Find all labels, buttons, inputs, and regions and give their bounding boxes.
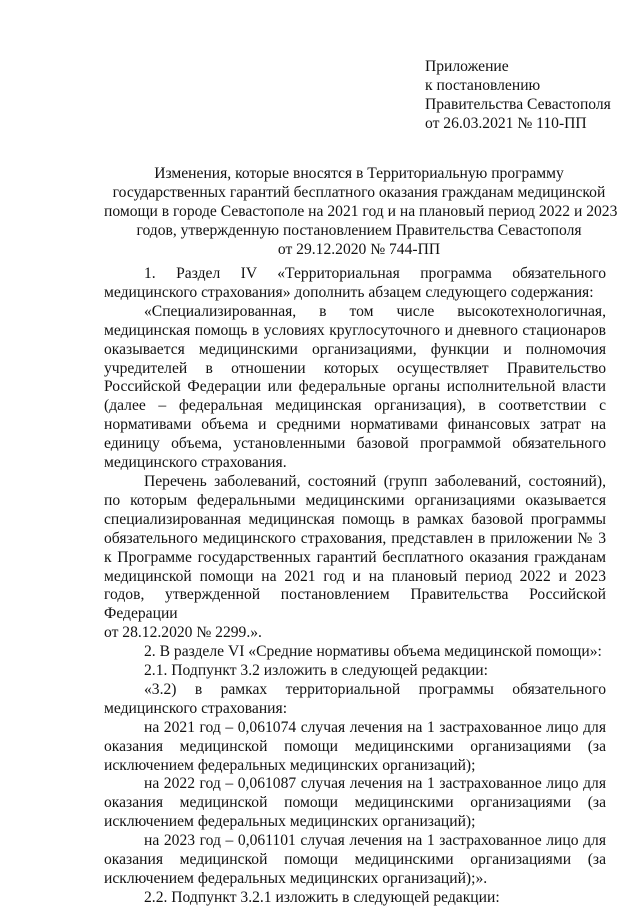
title-line: государственных гарантий бесплатного оказания гражданам медицинской — [112, 183, 606, 201]
title-line: Изменения, которые вносятся в Территориальную программу — [154, 165, 564, 182]
paragraph: 2.2. Подпункт 3.2.1 изложить в следующей редакции: — [144, 888, 500, 906]
paragraph: 1. Раздел IV «Территориальная программа обязательного медицинского страхования» дополнить абзацем следующего содержания: — [104, 265, 606, 301]
appendix-line: Приложение — [425, 58, 509, 75]
appendix-line: к постановлению — [425, 76, 541, 94]
appendix-line: от 26.03.2021 № 110-ПП — [425, 114, 587, 132]
title-line: годов, утвержденную постановлением Правительства Севастополя — [136, 221, 582, 239]
paragraph: на 2023 год – 0,061101 случая лечения на 1 застрахованное лицо для оказания медицинской помощи медицинскими организациями (за исключением федеральных медицинских организаций);». — [104, 832, 606, 887]
appendix-header — [425, 58, 625, 134]
paragraph: 2. В разделе VI «Средние нормативы объема медицинской помощи»: — [144, 643, 602, 661]
paragraph: на 2022 год – 0,061087 случая лечения на 1 застрахованное лицо для оказания медицинской помощи медицинскими организациями (за исключением федеральных медицинских организаций); — [104, 775, 606, 831]
paragraph: «3.2) в рамках территориальной программы обязательного медицинского страхования: — [104, 680, 606, 717]
document-title — [104, 165, 618, 260]
paragraph: Перечень заболеваний, состояний (групп заболеваний, состояний), по которым федеральными медицинскими организациями оказывается специализированная медицинская помощь в рамках базовой программы обязательного медицинского страхования, представлен в приложении № 3 к Программе государственных гарантий бесплатного оказания гражданам медицинской помощи на 2021 год и на плановый период 2022 и 2023 годов, утвержденной постановлением Правительства Российской Федерации — [104, 472, 606, 623]
document-body — [104, 265, 606, 908]
appendix-line: Правительства Севастополя — [425, 95, 611, 113]
paragraph: 2.1. Подпункт 3.2 изложить в следующей редакции: — [144, 662, 488, 680]
paragraph: от 28.12.2020 № 2299.». — [104, 624, 262, 642]
title-line: от 29.12.2020 № 744-ПП — [277, 240, 441, 258]
paragraph: «Специализированная, в том числе высокотехнологичная, медицинская помощь в условиях круглосуточного и дневного стационаров оказывается медицинскими организациями, функции и полномочия учредителей в отношении которых осуществляет Правительство Российской Федерации или федеральные органы исполнительной власти (далее – федеральная медицинская организация), в соответствии с нормативами объема и средними нормативами финансовых затрат на единицу объема, установленными базовой программой обязательного медицинского страхования. — [104, 302, 606, 472]
title-line: помощи в городе Севастополе на 2021 год и на плановый период 2022 и 2023 — [104, 202, 618, 220]
paragraph: на 2021 год – 0,061074 случая лечения на 1 застрахованное лицо для оказания медицинской помощи медицинскими организациями (за исключением федеральных медицинских организаций); — [104, 718, 606, 774]
